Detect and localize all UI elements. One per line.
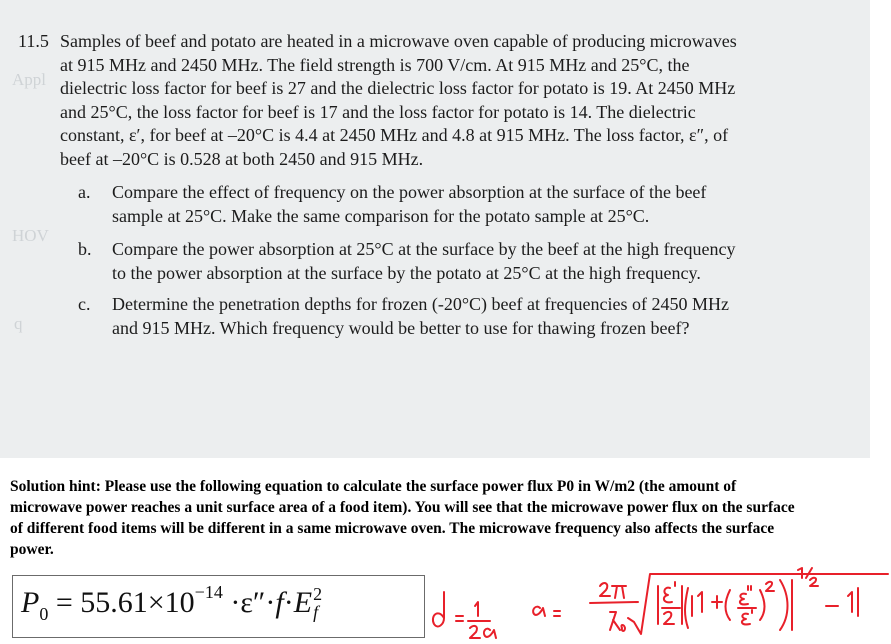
part-letter: a.: [78, 182, 91, 202]
solution-hint: Solution hint: Please use the following equation to calculate the surface power flux P0 in W/m2 (the amount of microwave power reaches a unit surface area of a food item). You will see that the microwave power flux on the surface of different food items will be different in a same microwave oven. The microwave frequency also affects the surface power.: [10, 478, 795, 558]
formula-frequency: f: [275, 586, 284, 619]
power-flux-formula-box: [12, 575, 425, 638]
formula-exponent: −14: [194, 582, 223, 602]
formula-field: E: [293, 586, 313, 619]
part-text: Compare the effect of frequency on the power absorption at the surface of the beef sample at 25°C. Make the same comparison for the potato sample at 25°C.: [112, 182, 707, 226]
formula-lhs-subscript: 0: [39, 604, 49, 624]
problem-number: 11.5: [18, 31, 49, 51]
bleed-through-text: q: [14, 314, 23, 333]
penetration-depth-handwriting: [433, 592, 496, 638]
bleed-through-text: HOV: [12, 226, 49, 245]
problem-11-5: [18, 30, 748, 340]
formula-field-subscript: f: [313, 602, 319, 622]
part-letter: c.: [78, 294, 91, 314]
power-flux-formula: [21, 582, 326, 624]
part-letter: b.: [78, 239, 92, 259]
bleed-through-text: Appl: [12, 70, 46, 89]
part-text: Determine the penetration depths for frozen (-20°C) beef at frequencies of 2450 MHz and 915 MHz. Which frequency would be better to use for thawing frozen beef?: [112, 294, 729, 338]
sqrt-handwriting: [628, 568, 888, 634]
part-b: [78, 238, 738, 285]
handwritten-notes: [430, 566, 891, 644]
formula-field-superscript: 2: [313, 584, 323, 604]
part-a: [78, 181, 738, 228]
attenuation-handwriting: [533, 583, 638, 631]
formula-coefficient: = 55.61×10: [48, 586, 195, 619]
problem-statement: Samples of beef and potato are heated in a microwave oven capable of producing microwaves at 915 MHz and 2450 MHz. The field strength is 700 V/cm. At 915 MHz and 25°C, the dielectric loss factor for beef is 27 and the dielectric loss factor for potato is 19. At 2450 MHz and 25°C, the loss factor for beef is 17 and the loss factor for potato is 14. The dielectric constant, ε′, for beef at –20°C is 4.4 at 2450 MHz and 4.8 at 915 MHz. The loss factor, ε″, of beef at –20°C is 0.528 at both 2450 and 915 MHz.: [60, 31, 737, 169]
formula-dot: ·: [283, 586, 294, 619]
part-text: Compare the power absorption at 25°C at the surface by the beef at the high frequency to the power absorption at the surface by the potato at 25°C at the high frequency.: [112, 239, 736, 283]
part-c: [78, 293, 738, 340]
formula-loss-factor: ·ε″·: [222, 586, 276, 619]
formula-lhs: P: [21, 586, 40, 619]
